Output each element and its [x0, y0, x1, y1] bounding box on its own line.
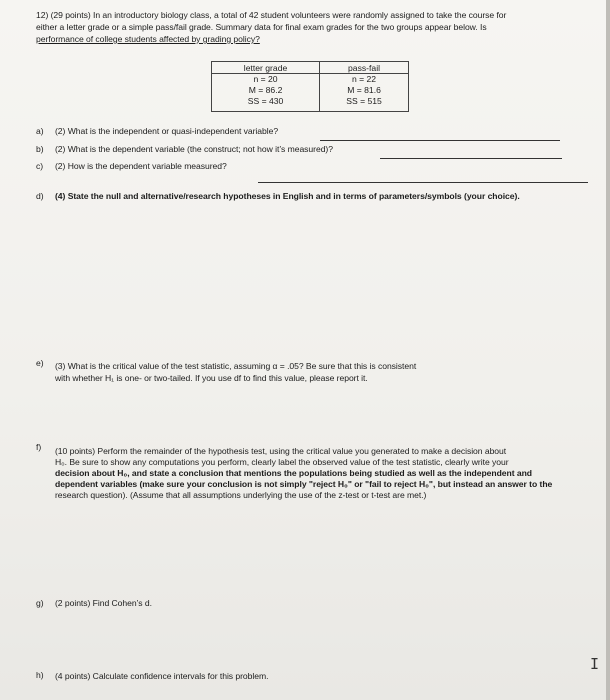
part-f-line-5: research question). (Assume that all assumptions underlying the use of the z-test or t-test are met.): [55, 490, 427, 500]
part-c-label: c): [36, 161, 44, 171]
letter-mean: M = 86.2: [248, 85, 283, 95]
part-g-label: g): [36, 598, 44, 608]
part-f-line-3: decision about H₀, and state a conclusion that mentions the populations being studied as well as the independent and: [55, 468, 532, 478]
summary-data-table: [211, 61, 409, 112]
part-e-line-2: with whether H₁ is one- or two-tailed. If you use df to find this value, please report it.: [55, 373, 368, 383]
answer-line-a[interactable]: [320, 140, 560, 141]
letter-grade-stats: [212, 74, 320, 112]
answer-line-c[interactable]: [258, 182, 588, 183]
part-c-text: (2) How is the dependent variable measured?: [55, 161, 227, 171]
question-line-1: 12) (29 points) In an introductory biology class, a total of 42 student volunteers were randomly assigned to take the course for: [36, 10, 507, 20]
passfail-n: n = 22: [351, 74, 377, 84]
part-d-label: d): [36, 191, 44, 201]
part-f-line-2: H₀. Be sure to show any computations you perform, clearly label the observed value of the test statistic, clearly write your: [55, 457, 509, 467]
part-f-line-4: dependent variables (make sure your conclusion is not simply "reject H₀" or "fail to reject H₀", but instead an answer to the: [55, 479, 553, 489]
text-cursor-icon: Ι: [590, 655, 600, 673]
part-a-text: (2) What is the independent or quasi-independent variable?: [55, 126, 279, 136]
question-line-3: performance of college students affected by grading policy?: [36, 34, 260, 44]
pass-fail-stats: [320, 74, 409, 112]
letter-ss: SS = 430: [247, 96, 284, 106]
header-letter-grade: letter grade: [212, 62, 320, 74]
passfail-mean: M = 81.6: [347, 85, 381, 95]
page-edge: [606, 0, 610, 700]
part-b-label: b): [36, 144, 44, 154]
part-e-line-1: (3) What is the critical value of the test statistic, assuming α = .05? Be sure that this is consistent: [55, 361, 417, 371]
part-f-line-1: (10 points) Perform the remainder of the hypothesis test, using the critical value you generated to make a decision about: [55, 446, 507, 456]
question-line-2: either a letter grade or a simple pass/fail grade. Summary data for final exam grades for the two groups appear below. Is: [36, 22, 487, 32]
part-h-label: h): [36, 670, 44, 680]
part-a-label: a): [36, 126, 44, 136]
part-d-text: (4) State the null and alternative/research hypotheses in English and in terms of parameters/symbols (your choice).: [55, 191, 520, 201]
part-g-text: (2 points) Find Cohen’s d.: [55, 598, 152, 608]
part-b-text: (2) What is the dependent variable (the construct; not how it’s measured)?: [55, 144, 333, 154]
letter-n: n = 20: [253, 74, 278, 84]
part-f-label: f): [36, 442, 42, 452]
part-e-label: e): [36, 358, 44, 368]
passfail-ss: SS = 515: [346, 96, 382, 106]
header-pass-fail: pass-fail: [320, 62, 409, 74]
part-h-text: (4 points) Calculate confidence intervals for this problem.: [55, 671, 269, 681]
answer-line-b[interactable]: [380, 158, 562, 159]
